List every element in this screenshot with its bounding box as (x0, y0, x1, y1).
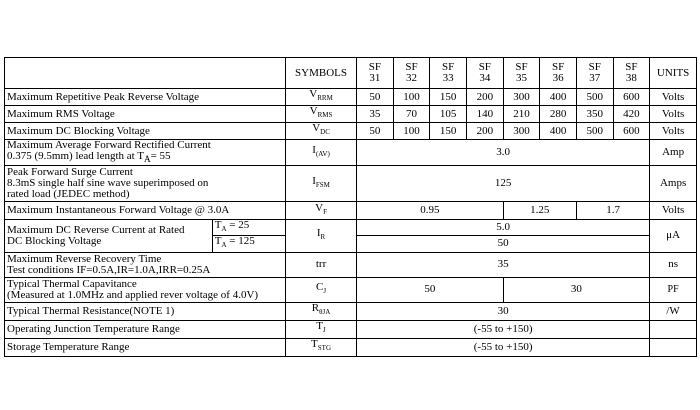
table-row (5, 302, 697, 320)
symbol: $T_J$ (286, 320, 357, 338)
value-cell: 125 (357, 166, 650, 202)
param-label: Maximum RMS Voltage (5, 106, 286, 123)
param-label: Maximum Repetitive Peak Reverse Voltage (5, 89, 286, 106)
part-number: 31 (369, 72, 381, 84)
part-number: 32 (406, 72, 418, 84)
part-header-38 (613, 58, 650, 89)
symbol: $T_{STG}$ (286, 338, 357, 356)
value-cell: 1.7 (576, 202, 649, 220)
symbol: $V_{DC}$ (286, 123, 357, 140)
part-number: 33 (442, 72, 454, 84)
value-cell: (-55 to +150) (357, 338, 650, 356)
value-cell: 0.95 (357, 202, 504, 220)
unit-cell: Volts (650, 202, 697, 220)
value-cell: 200 (467, 89, 504, 106)
value-cell: 350 (576, 106, 613, 123)
unit-cell: /W (650, 302, 697, 320)
header-row (5, 58, 697, 89)
symbol: trr (286, 252, 357, 277)
part-number: 35 (515, 72, 527, 84)
param-label: Maximum Instantaneous Forward Voltage @ 3.0A (5, 202, 286, 220)
table-row (5, 277, 697, 302)
table-row (5, 166, 697, 202)
param-label: Maximum Average Forward Rectified Current 0.375 (9.5mm) lead length at $T_A= 55$ (5, 140, 286, 166)
ratings-table (4, 57, 697, 357)
value-cell: 140 (467, 106, 504, 123)
table-row (5, 252, 697, 277)
part-header-32 (393, 58, 430, 89)
unit-cell: PF (650, 277, 697, 302)
symbol: $V_F$ (286, 202, 357, 220)
part-header-36 (540, 58, 577, 89)
table-row (5, 338, 697, 356)
unit-cell: Amps (650, 166, 697, 202)
value-cell: 150 (430, 123, 467, 140)
param-label: Storage Temperature Range (5, 338, 286, 356)
value-cell: 5.0 (357, 220, 650, 236)
value-cell: 35 (357, 252, 650, 277)
part-header-35 (503, 58, 540, 89)
value-cell: 35 (357, 106, 394, 123)
symbol: $V_{RRM}$ (286, 89, 357, 106)
units-header: UNITS (650, 58, 697, 89)
part-number: 34 (479, 72, 491, 84)
value-cell: 280 (540, 106, 577, 123)
table-row (5, 140, 697, 166)
value-cell: (-55 to +150) (357, 320, 650, 338)
param-label: Typical Thermal Resistance(NOTE 1) (5, 302, 286, 320)
param-label: Maximum Reverse Recovery Time Test conditions IF=0.5A,IR=1.0A,IRR=0.25A (5, 252, 286, 277)
value-cell: 100 (393, 89, 430, 106)
unit-cell: ns (650, 252, 697, 277)
unit-cell (650, 320, 697, 338)
part-number: 37 (589, 72, 601, 84)
symbol: $R_{\theta JA}$ (286, 302, 357, 320)
table-row (5, 89, 697, 106)
part-prefix: SF (478, 61, 491, 73)
value-cell: 600 (613, 89, 650, 106)
value-cell: 420 (613, 106, 650, 123)
table-row (5, 123, 697, 140)
value-cell: 70 (393, 106, 430, 123)
param-label: Maximum DC Blocking Voltage (5, 123, 286, 140)
value-cell: 600 (613, 123, 650, 140)
value-cell: 200 (467, 123, 504, 140)
part-prefix: SF (625, 61, 638, 73)
value-cell: 50 (357, 89, 394, 106)
part-header-37 (576, 58, 613, 89)
value-cell: 210 (503, 106, 540, 123)
value-cell: 1.25 (503, 202, 576, 220)
table-row (5, 202, 697, 220)
part-number: 36 (552, 72, 564, 84)
table-row (5, 220, 697, 236)
part-prefix: SF (515, 61, 528, 73)
value-cell: 300 (503, 89, 540, 106)
value-cell: 150 (430, 89, 467, 106)
value-cell: 100 (393, 123, 430, 140)
value-cell: 50 (357, 236, 650, 252)
symbol: $C_J$ (286, 277, 357, 302)
symbol: $I_{(AV)}$ (286, 140, 357, 166)
header-blank (5, 58, 286, 89)
value-cell: 105 (430, 106, 467, 123)
symbol: $I_R$ (286, 220, 357, 252)
part-prefix: SF (368, 61, 382, 73)
part-prefix: SF (588, 61, 601, 73)
value-cell: 3.0 (357, 140, 650, 166)
value-cell: 300 (503, 123, 540, 140)
param-label: Operating Junction Temperature Range (5, 320, 286, 338)
symbol: $I_{FSM}$ (286, 166, 357, 202)
param-label: Peak Forward Surge Current 8.3mS single half sine wave superimposed on rated load (JEDEC method) (5, 166, 286, 202)
part-number: 38 (625, 72, 637, 84)
condition-cell: $T_A = 125$ (212, 236, 285, 252)
table-row (5, 106, 697, 123)
table-row (5, 320, 697, 338)
unit-cell (650, 338, 697, 356)
param-label: Typical Thermal Capavitance (Measured at 1.0MHz and applied rever voltage of 4.0V) (5, 277, 286, 302)
unit-cell: Volts (650, 123, 697, 140)
part-prefix: SF (551, 61, 565, 73)
value-cell: 500 (576, 123, 613, 140)
value-cell: 400 (540, 89, 577, 106)
part-prefix: SF (442, 61, 455, 73)
part-header-31 (357, 58, 394, 89)
value-cell: 30 (503, 277, 650, 302)
unit-cell: Volts (650, 89, 697, 106)
symbols-header: SYMBOLS (286, 58, 357, 89)
part-header-33 (430, 58, 467, 89)
param-label: Maximum DC Reverse Current at Rated DC Blocking Voltage (5, 220, 213, 252)
unit-cell: μA (650, 220, 697, 252)
value-cell: 50 (357, 123, 394, 140)
value-cell: 50 (357, 277, 504, 302)
value-cell: 500 (576, 89, 613, 106)
unit-cell: Volts (650, 106, 697, 123)
symbol: $V_{RMS}$ (286, 106, 357, 123)
value-cell: 30 (357, 302, 650, 320)
part-prefix: SF (405, 61, 418, 73)
unit-cell: Amp (650, 140, 697, 166)
part-header-34 (467, 58, 504, 89)
condition-cell: $T_A = 25$ (212, 220, 285, 236)
value-cell: 400 (540, 123, 577, 140)
